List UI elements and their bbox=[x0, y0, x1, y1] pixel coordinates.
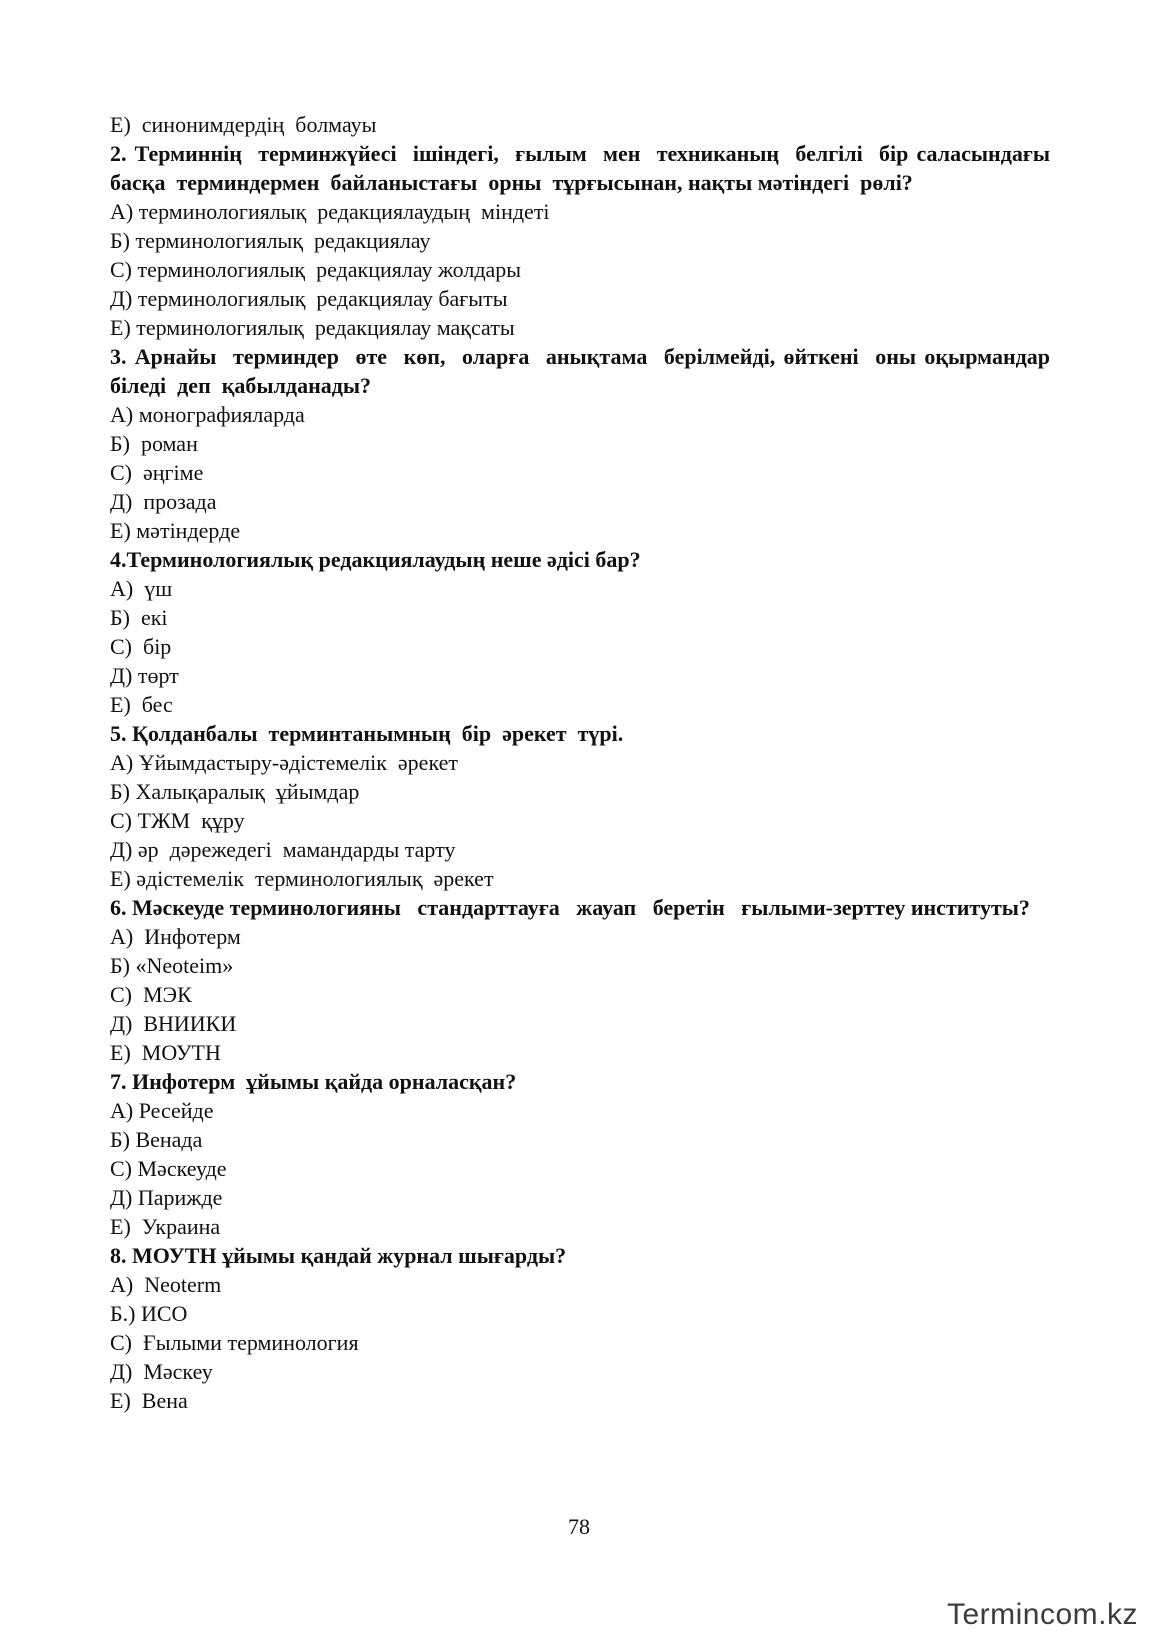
answer-option: С) Мәскеуде bbox=[110, 1156, 227, 1181]
question-text: 2. Терминнің терминжүйесі ішіндегі, ғылым мен техниканың белгілі бір саласындағы басқа терминдермен байланыстағы орны тұрғысынан, нақты мәтіндегі рөлі? bbox=[110, 141, 1061, 195]
answer-option: Д) Мәскеу bbox=[110, 1359, 213, 1384]
question-text: 6. Мәскеуде терминологияны стандарттауға жауап беретін ғылыми-зерттеу институты? bbox=[110, 895, 1030, 920]
question-text: 5. Қолданбалы терминтанымның бір әрекет түрі. bbox=[110, 721, 624, 746]
answer-option: С) ТЖМ құру bbox=[110, 808, 245, 833]
answer-option: Д) Парижде bbox=[110, 1185, 223, 1210]
answer-option: Е) бес bbox=[110, 692, 173, 717]
answer-option: Д) әр дәрежедегі мамандарды тарту bbox=[110, 837, 456, 862]
question-text: 7. Инфотерм ұйымы қайда орналасқан? bbox=[110, 1069, 517, 1094]
answer-option: Е) синонимдердің болмауы bbox=[110, 112, 377, 137]
answer-option: Е) әдістемелік терминологиялық әрекет bbox=[110, 866, 494, 891]
question-text: 8. МОУТН ұйымы қандай журнал шығарды? bbox=[110, 1243, 567, 1268]
answer-option: С) әңгіме bbox=[110, 460, 204, 485]
answer-option: С) Ғылыми терминология bbox=[110, 1330, 359, 1355]
answer-option: А) монографияларда bbox=[110, 402, 305, 427]
answer-option: Д) төрт bbox=[110, 663, 179, 688]
answer-option: Е) мәтіндерде bbox=[110, 518, 241, 543]
document-body bbox=[110, 110, 1061, 1415]
watermark-logo bbox=[947, 1598, 1138, 1632]
watermark-text: Termincom.kz bbox=[946, 1598, 1138, 1631]
answer-option: Б.) ИСО bbox=[110, 1301, 188, 1326]
answer-option: С) терминологиялық редакциялау жолдары bbox=[110, 257, 522, 282]
answer-option: Д) прозада bbox=[110, 489, 217, 514]
answer-option: А) Инфотерм bbox=[110, 924, 241, 949]
question-text: 4.Терминологиялық редакциялаудың неше әдісі бар? bbox=[110, 547, 641, 572]
answer-option: Б) роман bbox=[110, 431, 198, 456]
answer-option: А) Ресейде bbox=[110, 1098, 214, 1123]
question-text: 3. Арнайы терминдер өте көп, оларға анықтама берілмейді, өйткені оны оқырмандар біледі деп қабылданады? bbox=[110, 344, 1061, 398]
answer-option: Б) «Neoteim» bbox=[110, 953, 234, 978]
answer-option: А) үш bbox=[110, 576, 173, 601]
page-number: 78 bbox=[568, 1514, 590, 1539]
answer-option: А) Neoterm bbox=[110, 1272, 222, 1297]
answer-option: А) Ұйымдастыру-әдістемелік әрекет bbox=[110, 750, 458, 775]
answer-option: А) терминологиялық редакциялаудың міндеті bbox=[110, 199, 550, 224]
answer-option: Д) ВНИИКИ bbox=[110, 1011, 237, 1036]
answer-option: Б) Халықаралық ұйымдар bbox=[110, 779, 360, 804]
answer-option: Е) МОУТН bbox=[110, 1040, 221, 1065]
answer-option: Е) Украина bbox=[110, 1214, 221, 1239]
answer-option: С) бір bbox=[110, 634, 172, 659]
answer-option: Е) терминологиялық редакциялау мақсаты bbox=[110, 315, 515, 340]
answer-option: Б) Венада bbox=[110, 1127, 203, 1152]
answer-option: Б) терминологиялық редакциялау bbox=[110, 228, 431, 253]
answer-option: Д) терминологиялық редакциялау бағыты bbox=[110, 286, 508, 311]
answer-option: С) МЭК bbox=[110, 982, 192, 1007]
answer-option: Е) Вена bbox=[110, 1388, 188, 1413]
answer-option: Б) екі bbox=[110, 605, 168, 630]
